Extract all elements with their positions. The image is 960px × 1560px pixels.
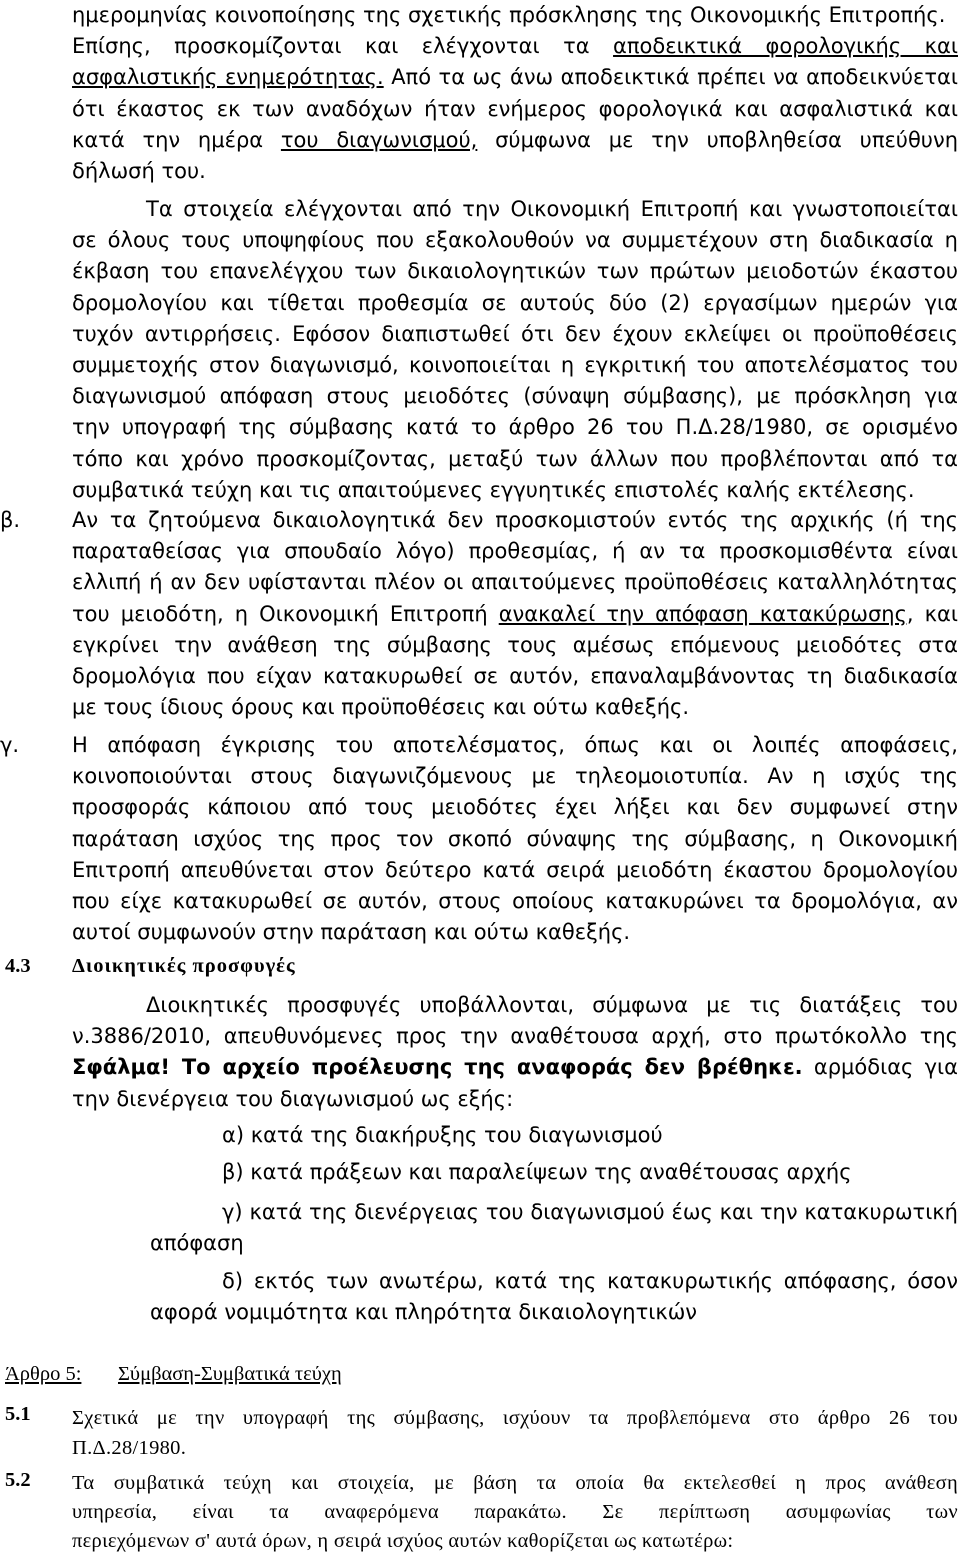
- text-line: περιεχόμενων σ' αυτά όρων, η σειρά ισχύος αυτών καθορίζεται ως κατωτέρω:: [72, 1530, 734, 1552]
- text-line: α) κατά της διακήρυξης του διαγωνισμού: [222, 1123, 663, 1147]
- text-line: [72, 1052, 958, 1083]
- text-line: Τα συμβατικά τεύχη και στοιχεία, με βάση τα οποία θα εκτελεσθεί η προς ανάθεση: [72, 1472, 958, 1494]
- text-line: Διοικητικές προσφυγές υποβάλλονται, σύμφωνα με τις διατάξεις του: [146, 993, 958, 1017]
- text-line: [72, 599, 958, 630]
- clause-number: 5.2: [5, 1469, 31, 1491]
- text-line: ημερομηνίας κοινοποίησης της σχετικής πρόσκλησης της Οικονομικής Επιτροπής.: [72, 3, 946, 27]
- text-line: παράταση ισχύος της προς τον σκοπό σύναψης της σύμβασης, η Οικονομική: [72, 826, 958, 851]
- text-line: δήλωσή του.: [72, 159, 206, 184]
- section-43-paragraph: [72, 990, 958, 1115]
- appeal-item-c: [150, 1197, 958, 1259]
- text-line: συμμετοχής στον διαγωνισμό, κοινοποιείται η εγκριτική του αποτελέσματος του: [72, 353, 958, 378]
- underlined-text: αποδεικτικά φορολογικής και: [613, 34, 958, 59]
- underlined-text: του διαγωνισμού,: [280, 127, 478, 152]
- article-heading-title: Σύμβαση-Συμβατικά τεύχη: [118, 1363, 342, 1385]
- list-marker-c: γ.: [0, 733, 20, 757]
- text-span: κατά την ημέρα: [72, 127, 281, 152]
- clause-5-1: [72, 1403, 958, 1463]
- text-line: υπηρεσία, είναι τα αναφερόμενα παρακάτω. Σε περίπτωση ασυμφωνίας των: [72, 1501, 958, 1523]
- text-line: τόπο και χρόνο προσκομίζοντας, μεταξύ των άλλων που προβλέπονται από τα: [72, 446, 958, 471]
- text-line: [72, 62, 958, 93]
- verification-paragraph: [72, 194, 958, 506]
- appeal-item-b: [222, 1157, 958, 1188]
- text-span: Επίσης, προσκομίζονται και ελέγχονται τα: [72, 34, 614, 59]
- text-line: ελλιπή ή αν δεν υφίστανται πλέον οι απαιτούμενες προϋποθέσεις καταλληλότητας: [72, 570, 958, 595]
- text-span: , και: [906, 601, 958, 626]
- section-number: 4.3: [5, 955, 31, 977]
- text-line: τυχόν αντιρρήσεις. Εφόσον διαπιστωθεί ότι δεν έχουν εκλείψει οι προϋποθέσεις: [72, 321, 958, 346]
- text-line: αυτοί συμφωνούν στην παράταση και ούτω καθεξής.: [72, 920, 631, 945]
- text-line: ν.3886/2010, απευθυνόμενες προς την αναθέτουσα αρχή, στο πρωτόκολλο της: [72, 1024, 958, 1049]
- underlined-text: ασφαλιστικής ενημερότητας.: [72, 65, 384, 90]
- text-line: Π.Δ.28/1980.: [72, 1437, 187, 1459]
- text-line: προσφοράς κάποιου από τους μειοδότες έχει λήξει και δεν συμφωνεί στην: [72, 795, 958, 820]
- text-line: δρομολογίου και τίθεται προθεσμία σε αυτούς δύο (2) εργασίμων ημερών για: [72, 290, 958, 315]
- text-span: του μειοδότη, η Οικονομική Επιτροπή: [72, 601, 499, 626]
- text-line: εγκρίνει την ανάθεση της σύμβασης τους αμέσως επόμενους μειοδότες στα: [72, 632, 958, 657]
- list-item-c: [72, 730, 958, 948]
- text-line: δ) εκτός των ανωτέρω, κατά της κατακυρωτικής απόφασης, όσον: [222, 1269, 958, 1293]
- text-line: Σχετικά με την υπογραφή της σύμβασης, ισχύουν τα προβλεπόμενα στο άρθρο 26 του: [72, 1407, 958, 1429]
- error-bold-text: Σφάλμα! Το αρχείο προέλευσης της αναφοράς δεν βρέθηκε.: [72, 1055, 803, 1080]
- section-title: Διοικητικές προσφυγές: [72, 955, 296, 977]
- text-line: συμβατικά τεύχη και τις απαιτούμενες εγγυητικές επιστολές καλής εκτέλεσης.: [72, 477, 915, 502]
- text-span: Από τα ως άνω αποδεικτικά πρέπει να αποδεικνύεται: [383, 65, 958, 90]
- text-line: Αν τα ζητούμενα δικαιολογητικά δεν προσκομιστούν εντός της αρχικής (ή της: [72, 508, 958, 532]
- text-line: την διενέργεια του διαγωνισμού ως εξής:: [72, 1086, 514, 1111]
- text-line: Η απόφαση έγκρισης του αποτελέσματος, όπως και οι λοιπές αποφάσεις,: [72, 733, 958, 757]
- text-line: ότι έκαστος εκ των αναδόχων ήταν ενήμερος φορολογικά και ασφαλιστικά και: [72, 96, 958, 121]
- text-line: την υπογραφή της σύμβασης κατά το άρθρο 26 του Π.Δ.28/1980, σε ορισμένο: [72, 415, 958, 440]
- text-line: απόφαση: [150, 1231, 244, 1256]
- text-line: β) κατά πράξεων και παραλείψεων της αναθέτουσας αρχής: [222, 1160, 852, 1184]
- text-span: αρμόδιας για: [802, 1055, 958, 1080]
- text-line: Τα στοιχεία ελέγχονται από την Οικονομική Επιτροπή και γνωστοποιείται: [146, 197, 958, 221]
- text-line: κοινοποιούνται στους διαγωνιζόμενους με τηλεομοιοτυπία. Αν η ισχύς της: [72, 764, 958, 789]
- text-line: που είχε κατακυρωθεί σε αυτόν, στους οποίους κατακυρώνει τα δρομολόγια, αν: [72, 889, 958, 914]
- text-line: δρομολόγια που είχαν κατακυρωθεί σε αυτόν, επαναλαμβάνοντας τη διαδικασία: [72, 664, 958, 689]
- list-marker-b: β.: [0, 508, 21, 532]
- text-line: [72, 31, 958, 62]
- text-line: έκβαση του επανελέγχου των δικαιολογητικών των πρώτων μειοδοτών έκαστου: [72, 259, 958, 284]
- clause-5-2: [72, 1469, 958, 1556]
- list-item-b: [72, 505, 958, 723]
- text-line: παραταθείσας για σπουδαίο λόγο) προθεσμίας, ή αν τα προσκομισθέντα είναι: [72, 539, 958, 564]
- article-heading-label: Άρθρο 5:: [5, 1363, 82, 1385]
- text-span: σύμφωνα με την υποβληθείσα υπεύθυνη: [477, 127, 959, 152]
- appeal-item-d: [150, 1266, 958, 1328]
- text-line: Επιτροπή απευθύνεται στον δεύτερο κατά σειρά μειοδότη έκαστου δρομολογίου: [72, 857, 958, 882]
- text-line: σε όλους τους υποψηφίους που εξακολουθούν να συμμετέχουν στη διαδικασία η: [72, 228, 958, 253]
- text-line: αφορά νομιμότητα και πληρότητα δικαιολογητικών: [150, 1300, 698, 1325]
- text-line: γ) κατά της διενέργειας του διαγωνισμού έως και την κατακυρωτική: [222, 1200, 958, 1224]
- appeal-item-a: [222, 1120, 958, 1151]
- text-line: [72, 125, 958, 156]
- underlined-text: ανακαλεί την απόφαση κατακύρωσης: [498, 601, 907, 626]
- clause-number: 5.1: [5, 1403, 31, 1425]
- text-line: διαγωνισμού απόφαση στους μειοδότες (σύναψη σύμβασης), με πρόσκληση για: [72, 384, 958, 409]
- text-line: με τους ίδιους όρους και προϋποθέσεις και ούτω καθεξής.: [72, 695, 690, 720]
- top-paragraph: [72, 0, 958, 187]
